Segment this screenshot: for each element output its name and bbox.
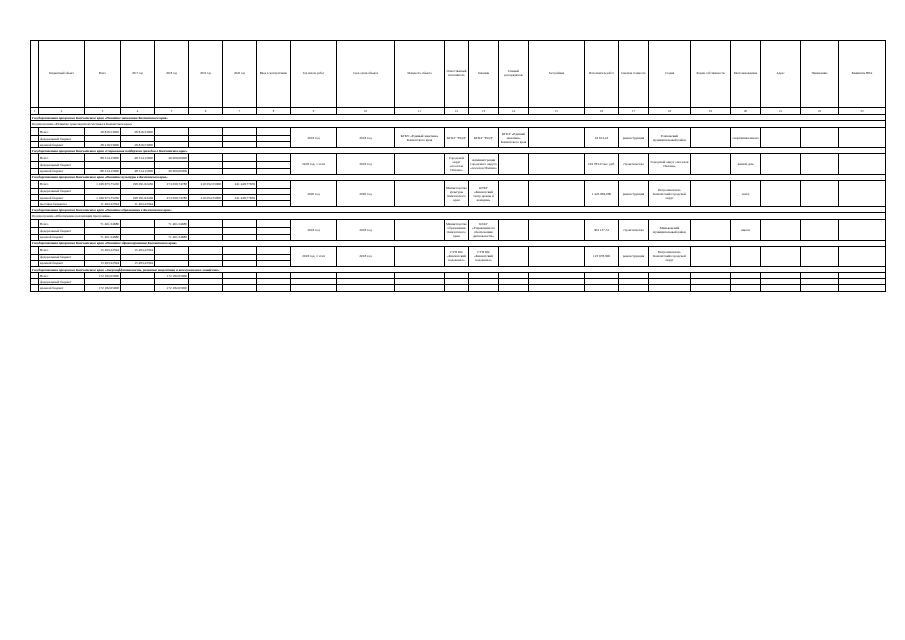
funding-label: Всего xyxy=(39,154,85,162)
object-owner: КГКУ "ЕОД" xyxy=(445,128,469,148)
funding-2020 xyxy=(223,246,257,254)
header-cell: Форма собственности xyxy=(691,41,731,108)
empty-cell xyxy=(257,285,291,291)
object-builder: КГКУ "ЕОД" xyxy=(469,128,499,148)
object-location-detail xyxy=(691,154,731,174)
funding-2020 xyxy=(223,220,257,228)
section-title: Государственная программа Камчатского края «Развитие культуры в Камчатском крае» xyxy=(31,174,886,180)
funding-extra xyxy=(257,154,291,162)
object-description xyxy=(395,154,445,174)
header-cell: Ввод в эксплуатацию xyxy=(257,41,291,108)
total-label: федеральный бюджет xyxy=(39,279,85,285)
object-requisites xyxy=(801,154,839,174)
funding-row xyxy=(31,128,886,136)
funding-total: 88 314,15000 xyxy=(85,154,121,162)
object-object-type: театр xyxy=(731,180,761,207)
funding-label: Всего xyxy=(39,128,85,136)
object-estimated-cost: 104 783,0 тыс. руб. xyxy=(585,154,619,174)
object-builder: КГАУ «Управление по обеспечению деятельности» xyxy=(469,220,499,240)
object-remarks xyxy=(839,220,886,240)
empty-cell xyxy=(619,285,649,291)
object-finish-year: 2018 год xyxy=(337,128,395,148)
funding-extra xyxy=(257,220,291,228)
object-finish-year: 2018 год xyxy=(337,154,395,174)
section-title: Государственная программа Камчатского края «Развитие образования в Камчатском крае» xyxy=(31,207,886,213)
empty-cell xyxy=(291,285,337,291)
funding-label: федеральный бюджет xyxy=(39,228,85,234)
funding-label: федеральный бюджет xyxy=(39,254,85,260)
header-cell: Застройщик xyxy=(529,41,585,108)
funding-2017: 15 493,22594 xyxy=(121,246,155,254)
empty-cell xyxy=(395,285,445,291)
funding-total: 71 461,54680 xyxy=(85,234,121,240)
funding-extra xyxy=(257,128,291,136)
object-location-detail xyxy=(691,220,731,240)
object-location: Елизовский муниципальный район xyxy=(649,128,691,148)
funding-2018: 274 639,74780 xyxy=(155,194,189,200)
investment-table xyxy=(30,40,886,292)
object-requisites xyxy=(801,220,839,240)
header-cell: 2018 год xyxy=(155,41,189,108)
funding-2020 xyxy=(223,154,257,162)
index-cell xyxy=(31,128,39,136)
object-estimated-cost: 304 127,31 xyxy=(585,220,619,240)
column-number-row xyxy=(31,108,886,115)
funding-total: 15 493,22594 xyxy=(85,260,121,266)
object-builder: ГУП КК «Камчатский водоканал» xyxy=(469,246,499,266)
empty-cell xyxy=(731,285,761,291)
column-number: 7 xyxy=(223,108,257,115)
empty-cell xyxy=(499,285,529,291)
header-cell-index xyxy=(31,41,39,108)
object-note xyxy=(761,128,801,148)
funding-total: 28 816,53000 xyxy=(85,128,121,136)
object-owner: ГУП КК «Камчатский водоканал» xyxy=(445,246,469,266)
header-cell: Стадия xyxy=(649,41,691,108)
object-location: Петропавловск-Камчатский городской округ xyxy=(649,180,691,207)
empty-cell xyxy=(585,285,619,291)
object-start-year: 2020 год xyxy=(291,180,337,207)
column-number: 5 xyxy=(155,108,189,115)
total-2019 xyxy=(189,285,223,291)
header-cell: Главный распорядитель xyxy=(499,41,529,108)
funding-2017: 15 493,22594 xyxy=(121,260,155,266)
object-stage: строительство xyxy=(619,220,649,240)
empty-cell xyxy=(469,285,499,291)
header-cell: Примечание xyxy=(801,41,839,108)
funding-row xyxy=(31,154,886,162)
funding-total: 15 493,22594 xyxy=(85,246,121,254)
total-row xyxy=(31,285,886,291)
funding-2018: 40 000,00000 xyxy=(155,154,189,162)
index-cell xyxy=(31,246,39,254)
funding-2019: 210 052,55900 xyxy=(189,180,223,188)
column-number: 14 xyxy=(499,108,529,115)
funding-label: краевой бюджет xyxy=(39,234,85,240)
funding-2019 xyxy=(189,220,223,228)
object-owner: Министерство культуры Камчатского края xyxy=(445,180,469,207)
object-start-year: 2018 год, 1 этап xyxy=(291,154,337,174)
funding-label: местные бюджеты xyxy=(39,201,85,207)
index-cell xyxy=(31,285,39,291)
object-note xyxy=(761,220,801,240)
object-customer xyxy=(529,246,585,266)
funding-extra xyxy=(257,180,291,188)
total-2018: 172 182,05000 xyxy=(155,273,189,279)
empty-cell xyxy=(691,285,731,291)
object-note xyxy=(761,180,801,207)
object-requisites xyxy=(801,180,839,207)
header-cell: 2019 год xyxy=(189,41,223,108)
empty-cell xyxy=(223,285,257,291)
object-object-type: спортивная школа xyxy=(731,128,761,148)
column-number: 4 xyxy=(121,108,155,115)
column-number: 13 xyxy=(469,108,499,115)
object-object-type xyxy=(731,246,761,266)
object-location: Мильковский муниципальный район xyxy=(649,220,691,240)
header-cell: Сметная стоимость xyxy=(619,41,649,108)
object-organization xyxy=(499,246,529,266)
empty-cell xyxy=(761,285,801,291)
funding-label: федеральный бюджет xyxy=(39,162,85,168)
column-number: 23 xyxy=(839,108,886,115)
funding-label: Всего xyxy=(39,246,85,254)
object-requisites xyxy=(801,246,839,266)
funding-2018: 40 000,00000 xyxy=(155,168,189,174)
header-cell: Срок сдачи объекта xyxy=(337,41,395,108)
total-2018: 172 182,05000 xyxy=(155,285,189,291)
column-number: 1 xyxy=(31,108,39,115)
subprogram-row xyxy=(31,121,886,128)
object-stage: строительство xyxy=(619,154,649,174)
object-organization: КГКУ «Единый заказчик» Камчатского края xyxy=(499,128,529,148)
funding-row xyxy=(31,180,886,188)
empty-cell xyxy=(445,285,469,291)
funding-2018: 274 639,74780 xyxy=(155,180,189,188)
funding-2017 xyxy=(121,220,155,228)
total-label: Всего xyxy=(39,273,85,279)
object-note xyxy=(761,154,801,174)
object-finish-year: 2018 год xyxy=(337,220,395,240)
object-estimated-cost: 123 678,306 xyxy=(585,246,619,266)
column-number: 10 xyxy=(337,108,395,115)
subprogram-title: Подпрограмма «Обеспечение реализации программы» xyxy=(31,213,886,220)
object-description xyxy=(395,246,445,266)
funding-2017: 28 816,53000 xyxy=(121,128,155,136)
total-2017 xyxy=(121,285,155,291)
table-body xyxy=(31,41,886,292)
funding-label: Всего xyxy=(39,220,85,228)
funding-row xyxy=(31,246,886,254)
object-stage: реконструкция xyxy=(619,246,649,266)
object-object-type: жилой дом xyxy=(731,154,761,174)
section-title: Государственная программа Камчатского края «Развитие экономики Камчатского края» xyxy=(31,115,886,121)
column-number: 20 xyxy=(731,108,761,115)
object-organization xyxy=(499,180,529,207)
object-start-year: 2018 год, 1 этап xyxy=(291,246,337,266)
object-stage: реконструкция xyxy=(619,128,649,148)
column-number: 8 xyxy=(257,108,291,115)
funding-total: 71 461,54680 xyxy=(85,220,121,228)
header-cell: Год начала работ xyxy=(291,41,337,108)
funding-2017: 11 493,22594 xyxy=(121,201,155,207)
index-cell xyxy=(31,154,39,162)
header-cell: Исполнитель работ xyxy=(585,41,619,108)
funding-label: федеральный бюджет xyxy=(39,188,85,194)
header-cell: Мощность объекта xyxy=(395,41,445,108)
funding-2019 xyxy=(189,154,223,162)
total-sum: 172 182,05000 xyxy=(85,273,121,279)
object-remarks xyxy=(839,180,886,207)
total-title: Государственная программа Камчатского края «Энергоэффективность, развитие энергетики и коммунального хозяйства» xyxy=(31,267,886,273)
column-number: 2 xyxy=(39,108,85,115)
funding-2019: 210 052,55900 xyxy=(189,194,223,200)
header-cell: 2020 год xyxy=(223,41,257,108)
object-requisites xyxy=(801,128,839,148)
object-customer xyxy=(529,180,585,207)
funding-2017: 48 314,15000 xyxy=(121,168,155,174)
funding-extra xyxy=(257,246,291,254)
object-customer xyxy=(529,220,585,240)
section-title: Государственная программа Камчатского края «Социальная поддержка граждан в Камчатском крае» xyxy=(31,148,886,154)
object-note xyxy=(761,246,801,266)
funding-total: 11 493,22594 xyxy=(85,201,121,207)
object-remarks xyxy=(839,246,886,266)
object-location-detail xyxy=(691,128,731,148)
column-number: 16 xyxy=(585,108,619,115)
funding-2018: 71 461,54680 xyxy=(155,234,189,240)
object-finish-year: 2020 год xyxy=(337,180,395,207)
column-number: 6 xyxy=(189,108,223,115)
funding-total: 1 169 673,75450 xyxy=(85,194,121,200)
object-start-year: 2018 год xyxy=(291,220,337,240)
object-owner: Городской округ «поселок Палана» xyxy=(445,154,469,174)
column-number: 17 xyxy=(619,108,649,115)
header-cell: 2017 год xyxy=(121,41,155,108)
object-estimated-cost: 1 425 804,000 xyxy=(585,180,619,207)
object-organization xyxy=(499,154,529,174)
header-cell: Бюджетный объект xyxy=(39,41,85,108)
empty-cell xyxy=(529,285,585,291)
funding-2019 xyxy=(189,246,223,254)
funding-label: краевой бюджет xyxy=(39,142,85,148)
object-description: КГКУ «Единый заказчик» Камчатского края xyxy=(395,128,445,148)
column-number: 3 xyxy=(85,108,121,115)
index-cell xyxy=(31,180,39,188)
object-location: Петропавловск-Камчатский городской округ xyxy=(649,246,691,266)
funding-total: 1 169 673,75450 xyxy=(85,180,121,188)
object-description xyxy=(395,180,445,207)
object-customer xyxy=(529,154,585,174)
funding-2017: 198 291,92436 xyxy=(121,194,155,200)
funding-2017: 48 314,15000 xyxy=(121,154,155,162)
funding-total: 28 216,53000 xyxy=(85,142,121,148)
header-cell: Местонахождение xyxy=(731,41,761,108)
object-organization xyxy=(499,220,529,240)
object-finish-year: 2018 год xyxy=(337,246,395,266)
index-cell xyxy=(31,220,39,228)
funding-2020 xyxy=(223,128,257,136)
total-sum: 172 182,05000 xyxy=(85,285,121,291)
object-location: Городской округ «поселок Палана» xyxy=(649,154,691,174)
column-number: 22 xyxy=(801,108,839,115)
column-number: 12 xyxy=(445,108,469,115)
funding-2017: 198 291,92436 xyxy=(121,180,155,188)
column-number: 18 xyxy=(649,108,691,115)
object-remarks xyxy=(839,128,886,148)
column-number: 15 xyxy=(529,108,585,115)
header-cell: Заказчик xyxy=(469,41,499,108)
total-label: краевой бюджет xyxy=(39,285,85,291)
funding-total: 88 314,15000 xyxy=(85,168,121,174)
document-page xyxy=(30,40,875,600)
object-object-type: школа xyxy=(731,220,761,240)
object-location-detail xyxy=(691,246,731,266)
object-start-year: 2018 год xyxy=(291,128,337,148)
column-number: 21 xyxy=(761,108,801,115)
funding-label: Всего xyxy=(39,180,85,188)
empty-cell xyxy=(839,285,886,291)
empty-cell xyxy=(337,285,395,291)
funding-label: федеральный бюджет xyxy=(39,136,85,142)
object-description xyxy=(395,220,445,240)
object-remarks xyxy=(839,154,886,174)
object-owner: Министерство образования Камчатского края xyxy=(445,220,469,240)
column-number: 19 xyxy=(691,108,731,115)
subprogram-title: Подпрограмма «Развитие транспортной системы в Камчатском крае» xyxy=(31,121,886,128)
empty-cell xyxy=(649,285,691,291)
funding-2018 xyxy=(155,246,189,254)
object-location-detail xyxy=(691,180,731,207)
subprogram-row xyxy=(31,213,886,220)
funding-label: краевой бюджет xyxy=(39,260,85,266)
funding-2020: 241 448,77659 xyxy=(223,194,257,200)
object-builder: Администрация городского округа «поселок Палана» xyxy=(469,154,499,174)
funding-2018: 71 461,54680 xyxy=(155,220,189,228)
column-number: 9 xyxy=(291,108,337,115)
funding-label: краевой бюджет xyxy=(39,194,85,200)
object-estimated-cost: 43 613,22 xyxy=(585,128,619,148)
funding-label: краевой бюджет xyxy=(39,168,85,174)
object-builder: КГБУ «Камчатский театр драмы и комедии» xyxy=(469,180,499,207)
header-cell: Реквизиты НПА xyxy=(839,41,886,108)
header-row xyxy=(31,41,886,108)
object-customer xyxy=(529,128,585,148)
funding-2019 xyxy=(189,128,223,136)
funding-2017: 28 816,53000 xyxy=(121,142,155,148)
section-title: Государственная программа Камчатского края «Развитие здравоохранения Камчатского края» xyxy=(31,240,886,246)
empty-cell xyxy=(801,285,839,291)
column-number: 11 xyxy=(395,108,445,115)
header-cell: Всего xyxy=(85,41,121,108)
funding-2018 xyxy=(155,128,189,136)
funding-2020: 241 448,77659 xyxy=(223,180,257,188)
header-cell: Ответственный исполнитель xyxy=(445,41,469,108)
header-cell: Адрес xyxy=(761,41,801,108)
funding-row xyxy=(31,220,886,228)
object-stage: реконструкция xyxy=(619,180,649,207)
